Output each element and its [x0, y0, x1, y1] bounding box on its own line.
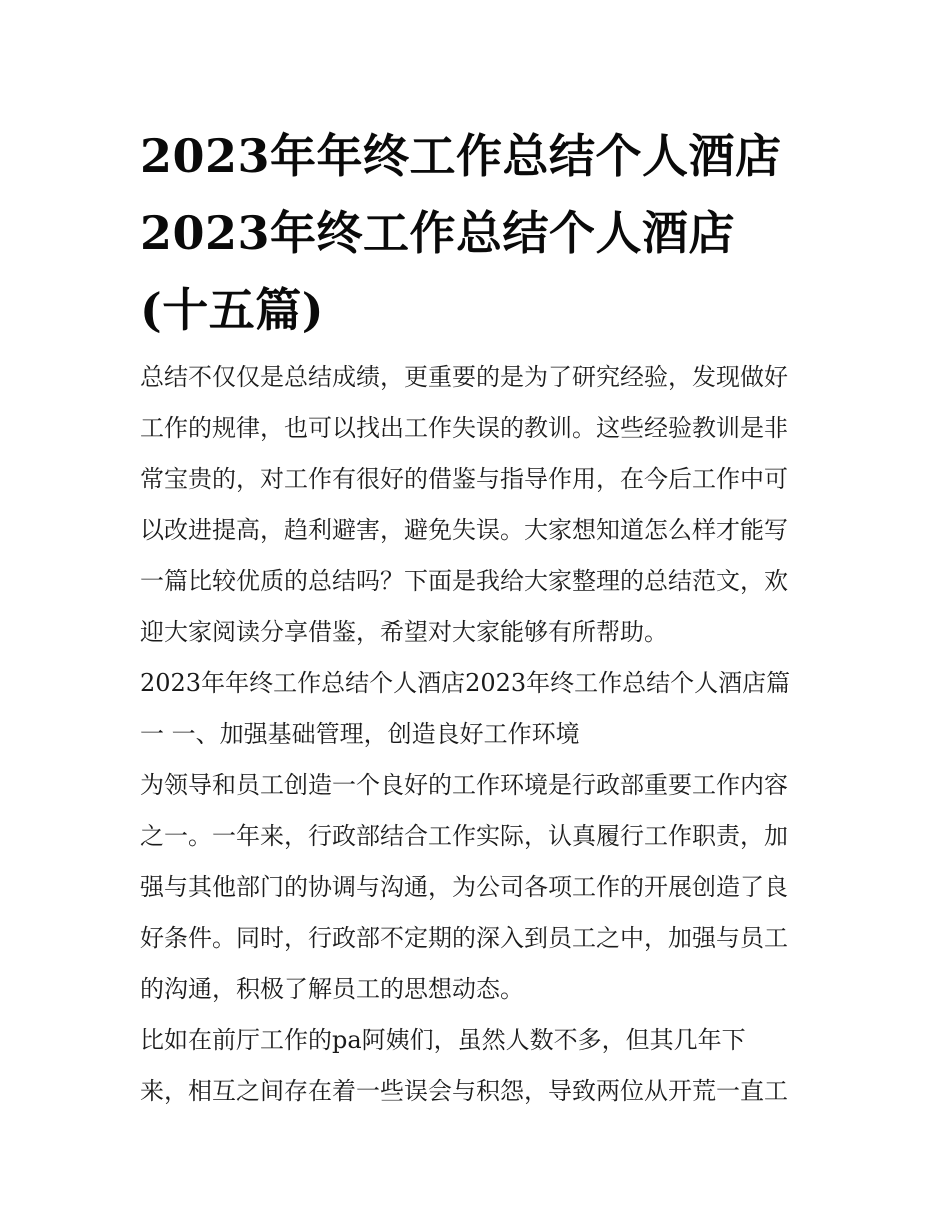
text-line: 来，相互之间存在着一些误会与积怨，导致两位从开荒一直工 — [140, 1077, 788, 1105]
section-heading-paragraph — [140, 658, 820, 760]
body-paragraph — [140, 1015, 820, 1117]
document-title — [140, 118, 820, 349]
text-line: 好条件。同时，行政部不定期的深入到员工之中，加强与员工 — [140, 924, 788, 952]
text-line: 以改进提高，趋利避害，避免失误。大家想知道怎么样才能写 — [140, 516, 788, 544]
text-line: 之一。一年来，行政部结合工作实际，认真履行工作职责，加 — [140, 822, 788, 850]
title-line: (十五篇) — [140, 283, 325, 337]
title-line: 2023年终工作总结个人酒店 — [140, 206, 736, 260]
text-line: 强与其他部门的协调与沟通，为公司各项工作的开展创造了良 — [140, 873, 788, 901]
document-body — [140, 352, 820, 1117]
intro-paragraph — [140, 352, 820, 658]
text-line: 的沟通，积极了解员工的思想动态。 — [140, 975, 524, 1003]
text-line: 工作的规律，也可以找出工作失误的教训。这些经验教训是非 — [140, 414, 788, 442]
text-line: 2023年年终工作总结个人酒店2023年终工作总结个人酒店篇 — [140, 669, 791, 697]
text-line: 一 一、加强基础管理，创造良好工作环境 — [140, 720, 580, 748]
text-line: 总结不仅仅是总结成绩，更重要的是为了研究经验，发现做好 — [140, 363, 788, 391]
text-line: 迎大家阅读分享借鉴，希望对大家能够有所帮助。 — [140, 618, 668, 646]
title-line: 2023年年终工作总结个人酒店 — [140, 129, 782, 183]
text-line: 一篇比较优质的总结吗？下面是我给大家整理的总结范文，欢 — [140, 567, 788, 595]
body-paragraph — [140, 760, 820, 1015]
text-line: 比如在前厅工作的pa阿姨们，虽然人数不多，但其几年下 — [140, 1026, 746, 1054]
text-line: 为领导和员工创造一个良好的工作环境是行政部重要工作内容 — [140, 771, 788, 799]
text-line: 常宝贵的，对工作有很好的借鉴与指导作用，在今后工作中可 — [140, 465, 788, 493]
